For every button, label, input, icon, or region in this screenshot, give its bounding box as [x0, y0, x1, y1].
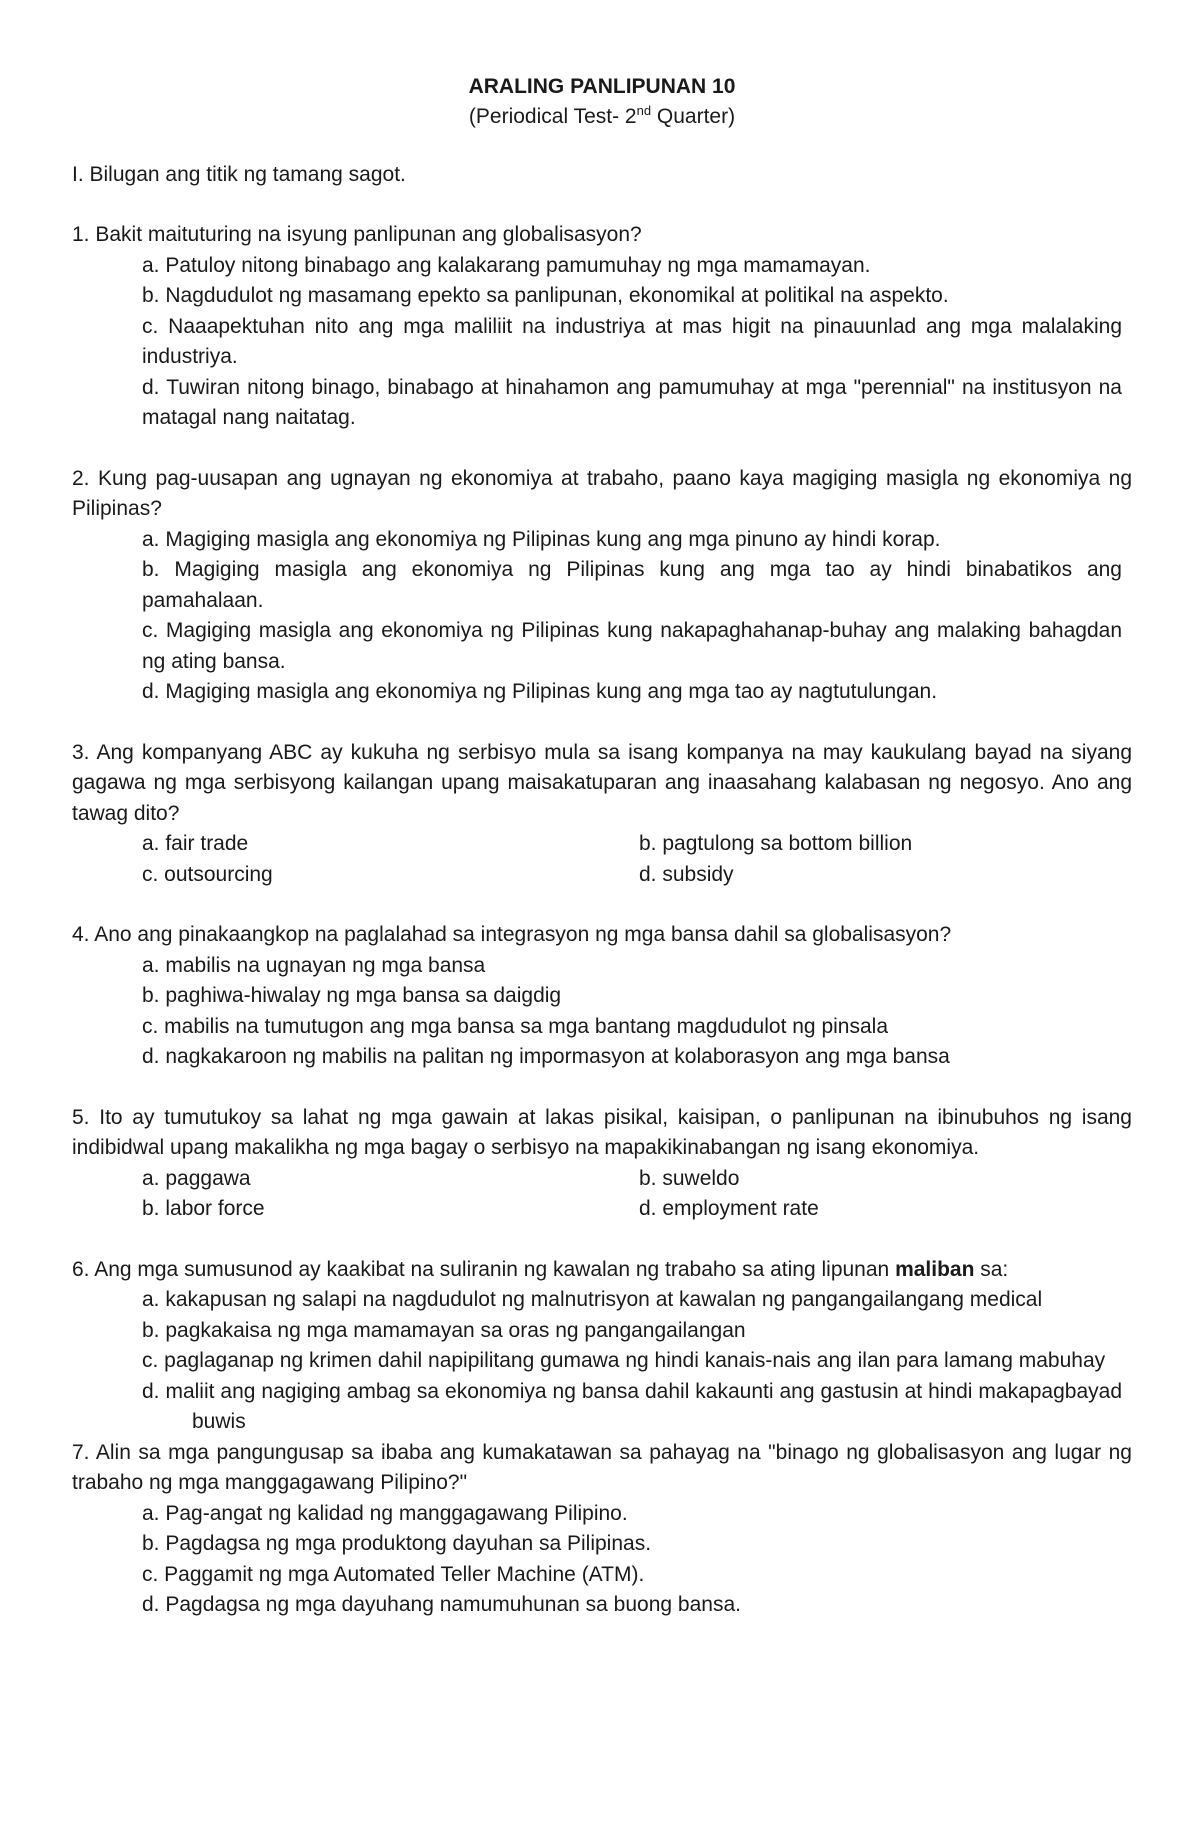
choice-grid: [72, 829, 1132, 890]
choice-c: c. mabilis na tumutugon ang mga bansa sa mga bantang magdudulot ng pinsala: [142, 1014, 888, 1038]
choice-c: c. paglaganap ng krimen dahil napipilitang gumawa ng hindi kanais-nais ang ilan para lamang mabuhay: [142, 1349, 1106, 1372]
choice-c: c. Naaapektuhan nito ang mga maliliit na industriya at mas higit na pinauunlad ang mga malalaking industriya.: [142, 314, 1122, 368]
choice-d: d. subsidy: [639, 862, 734, 886]
question-3: [72, 738, 1132, 891]
question-text: 3. Ang kompanyang ABC ay kukuha ng serbisyo mula sa isang kompanya na may kaukulang bayad na siyang gagawa ng mga serbisyong kailangan upang maisakatuparan ang inaasahang kalabasan ng negosyo. Ano ang tawag dito?: [72, 740, 1132, 825]
document-subtitle: [72, 102, 1132, 132]
choice-b: b. pagtulong sa bottom billion: [639, 832, 913, 855]
choice-d: d. Pagdagsa ng mga dayuhang namumuhunan sa buong bansa.: [142, 1593, 741, 1616]
choice-d-tail: buwis: [192, 1410, 246, 1433]
question-5: [72, 1103, 1132, 1225]
choice-d: d. Magiging masigla ang ekonomiya ng Pilipinas kung ang mga tao ay nagtutulungan.: [142, 680, 938, 703]
question-text: 4. Ano ang pinakaangkop na paglalahad sa integrasyon ng mga bansa dahil sa globalisasyon?: [72, 923, 952, 946]
question-2: [72, 464, 1132, 708]
choice-a: a. Patuloy nitong binabago ang kalakarang pamumuhay ng mga mamamayan.: [142, 253, 871, 277]
choice-grid: [72, 1164, 1132, 1225]
subtitle-suffix: Quarter): [651, 105, 736, 128]
question-text-start: 6. Ang mga sumusunod ay kaakibat na suliranin ng kawalan ng trabaho sa ating lipunan: [72, 1257, 896, 1281]
question-text-end: sa:: [974, 1257, 1009, 1281]
choice-c: c. Paggamit ng mga Automated Teller Machine (ATM).: [142, 1562, 645, 1586]
choice-b: b. Pagdagsa ng mga produktong dayuhan sa Pilipinas.: [142, 1532, 652, 1555]
subtitle-superscript: nd: [636, 103, 652, 118]
choice-d: [142, 1377, 1132, 1438]
choice-d: d. Tuwiran nitong binago, binabago at hinahamon ang pamumuhay at mga "perennial" na institusyon na matagal nang naitatag.: [142, 375, 1122, 429]
choice-a: a. mabilis na ugnayan ng mga bansa: [142, 953, 486, 977]
document-title: ARALING PANLIPUNAN 10: [468, 75, 736, 98]
choice-a: a. Magiging masigla ang ekonomiya ng Pilipinas kung ang mga pinuno ay hindi korap.: [142, 527, 941, 551]
question-7: [72, 1438, 1132, 1621]
choice-b: b. Magiging masigla ang ekonomiya ng Pilipinas kung ang mga tao ay hindi binabatikos ang pamahalaan.: [142, 558, 1122, 612]
choice-a: a. kakapusan ng salapi na nagdudulot ng malnutrisyon at kawalan ng pangangailangang medical: [142, 1288, 1043, 1311]
subtitle-prefix: (Periodical Test- 2: [468, 105, 637, 128]
choice-list: [72, 1285, 1132, 1438]
choice-c: b. labor force: [142, 1197, 265, 1220]
choice-c: c. outsourcing: [142, 862, 273, 886]
choice-b: b. pagkakaisa ng mga mamamayan sa oras ng pangangailangan: [142, 1318, 746, 1342]
choice-d: d. nagkakaroon ng mabilis na palitan ng impormasyon at kolaborasyon ang mga bansa: [142, 1045, 950, 1068]
question-text: 2. Kung pag-uusapan ang ugnayan ng ekonomiya at trabaho, paano kaya magiging masigla ng ekonomiya ng Pilipinas?: [72, 466, 1132, 520]
choice-list: [72, 1499, 1132, 1621]
choice-b: b. paghiwa-hiwalay ng mga bansa sa daigdig: [142, 984, 562, 1007]
document-page: [72, 72, 1132, 1621]
choice-list: [72, 951, 1132, 1073]
choice-c: c. Magiging masigla ang ekonomiya ng Pilipinas kung nakapaghahanap-buhay ang malaking bahagdan ng ating bansa.: [142, 619, 1122, 673]
choice-a: a. Pag-angat ng kalidad ng manggagawang Pilipino.: [142, 1501, 628, 1525]
choice-b: b. Nagdudulot ng masamang epekto sa panlipunan, ekonomikal at politikal na aspekto.: [142, 284, 949, 307]
instruction: I. Bilugan ang titik ng tamang sagot.: [72, 163, 406, 186]
choice-d-text: d. maliit ang nagiging ambag sa ekonomiya ng bansa dahil kakaunti ang gastusin at hindi makapagbayad: [142, 1379, 1122, 1403]
choice-a: a. fair trade: [142, 832, 249, 855]
question-text: 7. Alin sa mga pangungusap sa ibaba ang kumakatawan sa pahayag na "binago ng globalisasyon ang lugar ng trabaho ng mga manggagawang Pilipino?": [72, 1440, 1132, 1494]
question-text: 5. Ito ay tumutukoy sa lahat ng mga gawain at lakas pisikal, kaisipan, o panlipunan na ibinubuhos ng isang indibidwal upang makalikha ng mga bagay o serbisyo na mapakikinabangan ng isang ekonomiya.: [72, 1105, 1132, 1159]
question-text: 1. Bakit maituturing na isyung panlipunan ang globalisasyon?: [72, 223, 642, 246]
choice-d: d. employment rate: [639, 1197, 819, 1220]
choice-list: [72, 525, 1132, 708]
question-4: [72, 920, 1132, 1073]
choice-a: a. paggawa: [142, 1166, 251, 1190]
choice-b: b. suweldo: [639, 1166, 740, 1190]
question-6: [72, 1255, 1132, 1438]
emphasis-keyword: maliban: [895, 1257, 975, 1281]
choice-list: [72, 251, 1132, 434]
question-text: [72, 1255, 1132, 1286]
question-1: [72, 220, 1132, 434]
